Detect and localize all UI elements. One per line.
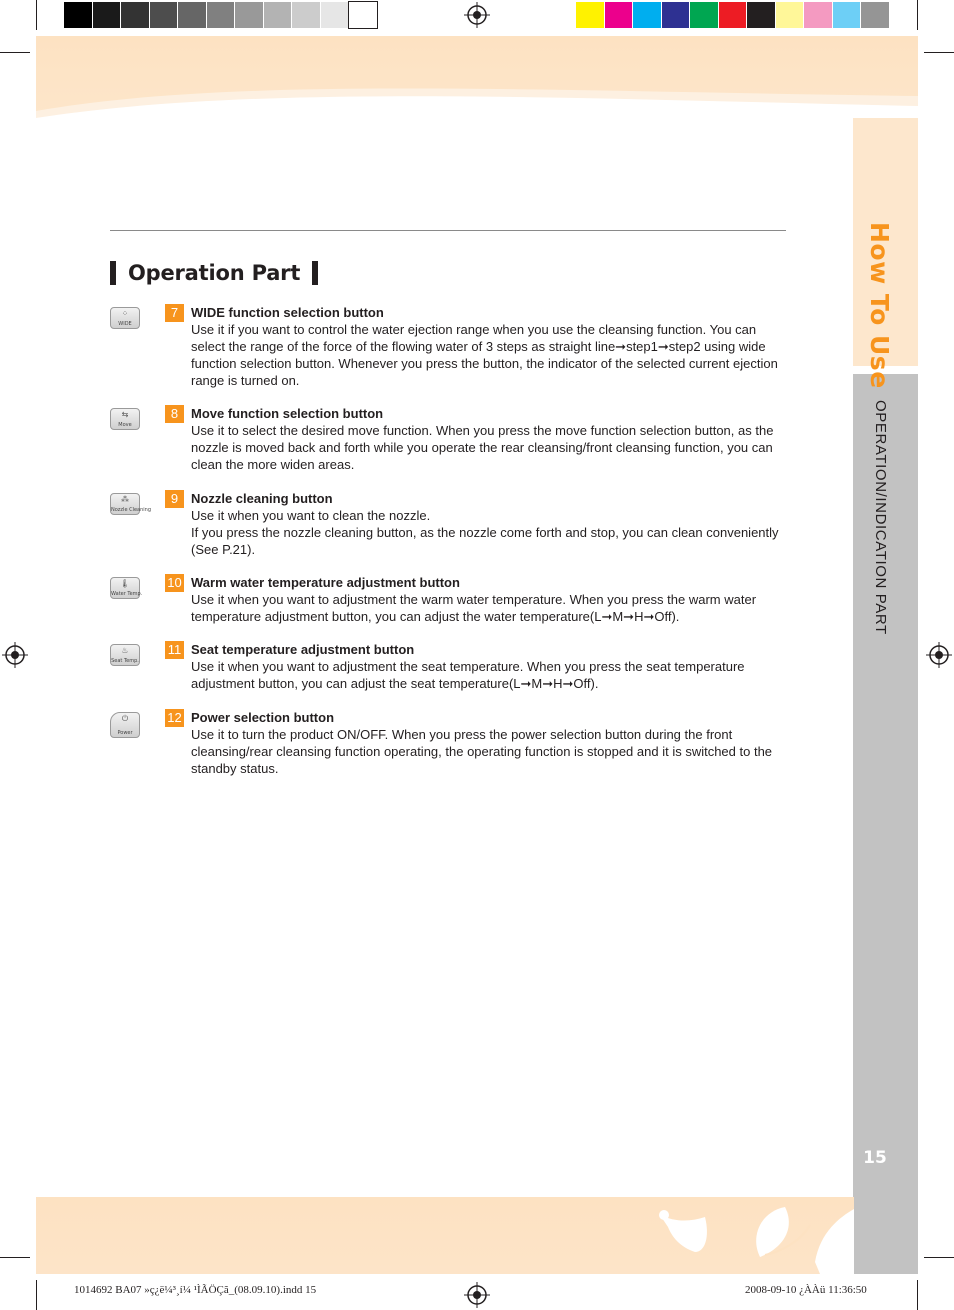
icon-glyph: ⁂ <box>121 495 129 504</box>
color-swatch <box>690 2 718 28</box>
item-description: Use it if you want to control the water ejection range when you use the cleansing function. You can select the range of the force of the flowing water of 3 steps as straight line➞step1➞step2 using wide function selection button. Whenever you press the button, the indicator of the selected current ejection range is turned on. <box>191 322 778 388</box>
item-title: Warm water temperature adjustment button <box>191 575 460 590</box>
registration-mark-icon <box>2 642 28 668</box>
wide-icon <box>110 307 140 329</box>
footer-decoration <box>650 1197 854 1274</box>
icon-glyph: ♨ <box>121 646 129 655</box>
item-number-badge: 7 <box>165 304 184 322</box>
nozzle-cleaning-icon <box>110 493 152 515</box>
item-title: Seat temperature adjustment button <box>191 642 415 657</box>
side-tab-section: OPERATION/INDICATION PART <box>872 400 889 635</box>
item-number-badge: 10 <box>165 574 184 592</box>
footer-file-info: 1014692 BA07 »ç¿ë¼³¸í¼ ¹ÌÃÖÇã_(08.09.10).indd 15 <box>74 1284 317 1296</box>
color-swatch <box>662 2 690 28</box>
footer-timestamp: 2008-09-10 ¿ÀÀü 11:36:50 <box>745 1284 867 1296</box>
item-description: Use it when you want to adjustment the warm water temperature. When you press the warm water temperature adjustment button, you can adjust the water temperature(L➞M➞H➞Off). <box>191 592 757 624</box>
color-swatch <box>719 2 747 28</box>
item-description: Use it when you want to clean the nozzle. <box>191 508 431 523</box>
item-text <box>191 641 791 692</box>
icon-caption: Nozzle Cleaning <box>111 507 152 513</box>
color-swatch <box>178 2 206 28</box>
process-color-bar <box>576 0 890 30</box>
item-title: Power selection button <box>191 710 335 725</box>
color-swatch <box>605 2 633 28</box>
item-text <box>191 405 791 473</box>
heading-bar-right <box>312 261 318 285</box>
item-number-badge: 12 <box>165 709 184 727</box>
icon-caption: Seat Temp. <box>111 658 139 664</box>
color-swatch <box>264 2 292 28</box>
color-swatch <box>321 2 349 28</box>
icon-glyph: 🌡 <box>119 579 131 588</box>
crop-mark <box>917 1280 918 1310</box>
color-swatch <box>235 2 263 28</box>
color-swatch <box>804 2 832 28</box>
color-swatch <box>121 2 149 28</box>
registration-mark-icon <box>926 642 952 668</box>
crop-mark <box>36 1280 37 1310</box>
gray-color-bar <box>64 0 378 30</box>
crop-mark <box>0 52 30 53</box>
icon-caption: Power <box>117 730 133 736</box>
item-title: WIDE function selection button <box>191 305 384 320</box>
move-icon <box>110 408 140 430</box>
heading-bar-left <box>110 261 116 285</box>
page-number: 15 <box>863 1148 887 1168</box>
icon-glyph: ⁘ <box>121 309 129 318</box>
item-text <box>191 574 791 625</box>
page-title: Operation Part <box>128 261 301 285</box>
registration-mark-icon <box>464 1282 490 1308</box>
item-description: Use it to select the desired move function. When you press the move function selection button, as the nozzle is moved back and forth while you operate the rear cleansing/front cleansing function, you can clean the more widen areas. <box>191 423 774 472</box>
icon-caption: Water Temp. <box>111 591 143 597</box>
color-swatch <box>150 2 178 28</box>
color-swatch <box>861 2 889 28</box>
color-swatch <box>93 2 121 28</box>
icon-glyph: ⇆ <box>121 410 129 419</box>
color-swatch <box>633 2 661 28</box>
item-text <box>191 709 791 777</box>
icon-glyph: ⏻ <box>121 714 129 723</box>
power-icon <box>110 712 140 738</box>
color-swatch <box>349 2 377 28</box>
item-description: Use it to turn the product ON/OFF. When you press the power selection button during the front cleansing/rear cleansing function operating, the operating function is stopped and it is switched to the standby status. <box>191 727 773 776</box>
seat-temp-icon <box>110 644 140 666</box>
color-swatch <box>207 2 235 28</box>
crop-mark <box>0 1257 30 1258</box>
water-temp-icon <box>110 577 143 599</box>
side-tab-title: How To Use <box>865 222 894 389</box>
registration-mark-icon <box>464 2 490 28</box>
item-number-badge: 8 <box>165 405 184 423</box>
item-description: Use it when you want to adjustment the seat temperature. When you press the seat temperature adjustment button, you can adjust the seat temperature(L➞M➞H➞Off). <box>191 659 745 691</box>
color-swatch <box>833 2 861 28</box>
crop-mark <box>917 0 918 30</box>
icon-caption: Move <box>118 422 132 428</box>
item-number-badge: 9 <box>165 490 184 508</box>
crop-mark <box>36 0 37 30</box>
crop-mark <box>924 1257 954 1258</box>
color-swatch <box>576 2 604 28</box>
color-swatch <box>292 2 320 28</box>
crop-mark <box>924 52 954 53</box>
item-text <box>191 490 791 558</box>
section-heading <box>110 259 318 287</box>
color-swatch <box>64 2 92 28</box>
header-wave-decoration <box>36 36 918 216</box>
item-title: Move function selection button <box>191 406 384 421</box>
color-swatch <box>747 2 775 28</box>
icon-caption: WIDE <box>118 321 132 327</box>
item-number-badge: 11 <box>165 641 184 659</box>
item-text <box>191 304 791 389</box>
item-title: Nozzle cleaning button <box>191 491 333 506</box>
top-rule <box>110 230 786 231</box>
item-description: If you press the nozzle cleaning button, as the nozzle come forth and stop, you can clean conveniently (See P.21). <box>191 525 779 557</box>
color-swatch <box>776 2 804 28</box>
